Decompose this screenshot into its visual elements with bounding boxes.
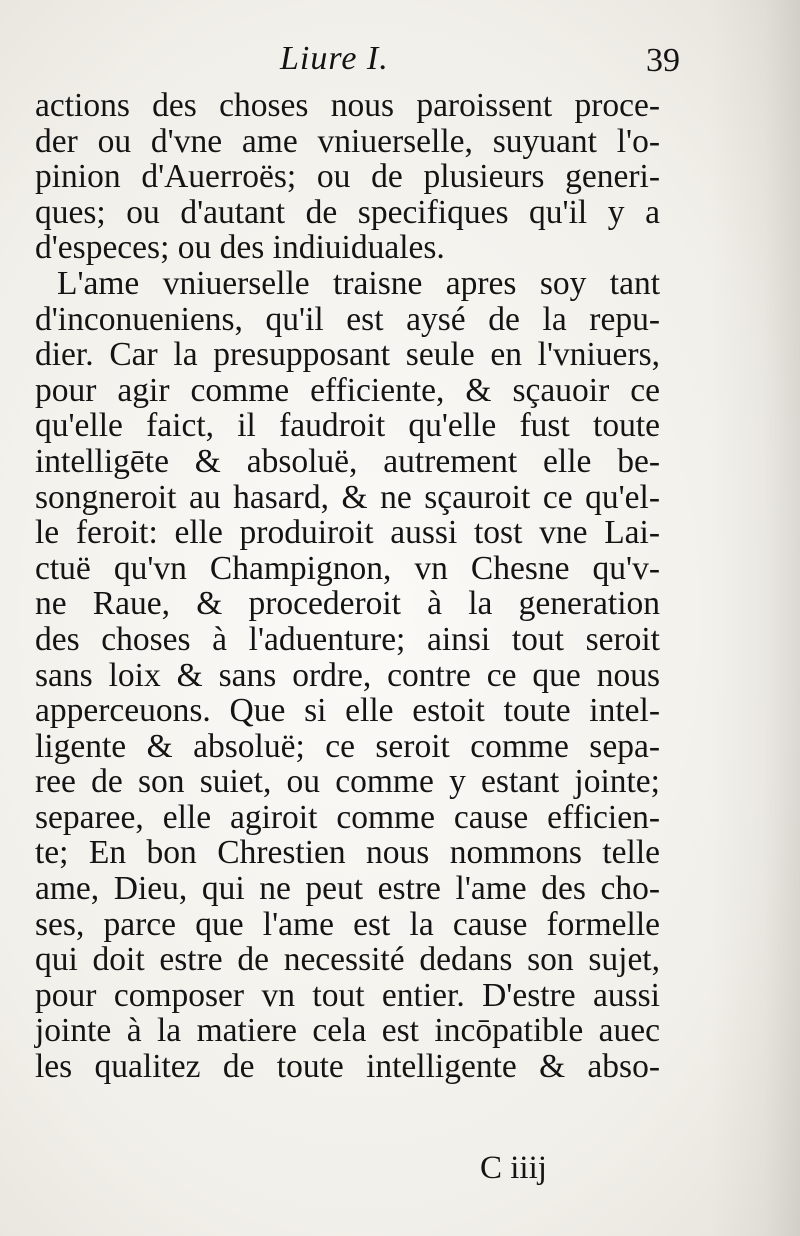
text-line: ctuë qu'vn Champignon, vn Chesne qu'v- bbox=[35, 549, 660, 587]
text-line: der ou d'vne ame vniuerselle, suyuant l'o- bbox=[35, 122, 660, 160]
text-line: ses, parce que l'ame est la cause formelle bbox=[35, 905, 660, 943]
text-line: pinion d'Auerroës; ou de plusieurs generi- bbox=[35, 158, 660, 196]
text-line: songneroit au hasard, & ne sçauroit ce qu'el- bbox=[35, 478, 660, 516]
page-edge-shadow bbox=[710, 0, 800, 1236]
text-line: jointe à la matiere cela est incōpatible auec bbox=[35, 1012, 660, 1050]
text-line: L'ame vniuerselle traisne apres soy tant bbox=[57, 264, 660, 302]
text-line: ligente & absoluë; ce seroit comme sepa- bbox=[35, 727, 660, 765]
text-line: intelligēte & absoluë, autrement elle be- bbox=[35, 442, 660, 480]
text-line: qu'elle faict, il faudroit qu'elle fust toute bbox=[35, 407, 660, 445]
text-line: des choses à l'aduenture; ainsi tout seroit bbox=[35, 620, 660, 658]
text-line: te; En bon Chrestien nous nommons telle bbox=[35, 834, 660, 872]
page-number: 39 bbox=[646, 42, 680, 79]
text-line: dier. Car la presupposant seule en l'vniuers, bbox=[35, 336, 660, 374]
text-line: apperceuons. Que si elle estoit toute intel- bbox=[35, 692, 660, 730]
text-line: le feroit: elle produiroit aussi tost vne Lai- bbox=[35, 514, 660, 552]
text-line: pour agir comme efficiente, & sçauoir ce bbox=[35, 371, 660, 409]
text-line: pour composer vn tout entier. D'estre aussi bbox=[35, 976, 660, 1014]
text-line: ree de son suiet, ou comme y estant jointe; bbox=[35, 763, 660, 801]
text-line: actions des choses nous paroissent proce- bbox=[35, 87, 660, 124]
text-line: sans loix & sans ordre, contre ce que nous bbox=[35, 656, 660, 694]
text-line: d'inconueniens, qu'il est aysé de la repu- bbox=[35, 300, 660, 338]
text-line: les qualitez de toute intelligente & abso- bbox=[35, 1048, 660, 1086]
body-text bbox=[35, 88, 660, 1085]
running-title: Liure I. bbox=[280, 40, 389, 77]
running-head bbox=[40, 40, 680, 86]
text-line: qui doit estre de necessité dedans son sujet, bbox=[35, 941, 660, 979]
text-line: d'especes; ou des indiuiduales. bbox=[35, 229, 445, 267]
text-line: ame, Dieu, qui ne peut estre l'ame des cho- bbox=[35, 870, 660, 908]
signature-mark: C iiij bbox=[480, 1150, 547, 1186]
text-line: ne Raue, & procederoit à la generation bbox=[35, 585, 660, 623]
text-line: separee, elle agiroit comme cause efficien- bbox=[35, 798, 660, 836]
text-line: ques; ou d'autant de specifiques qu'il y a bbox=[35, 193, 660, 231]
